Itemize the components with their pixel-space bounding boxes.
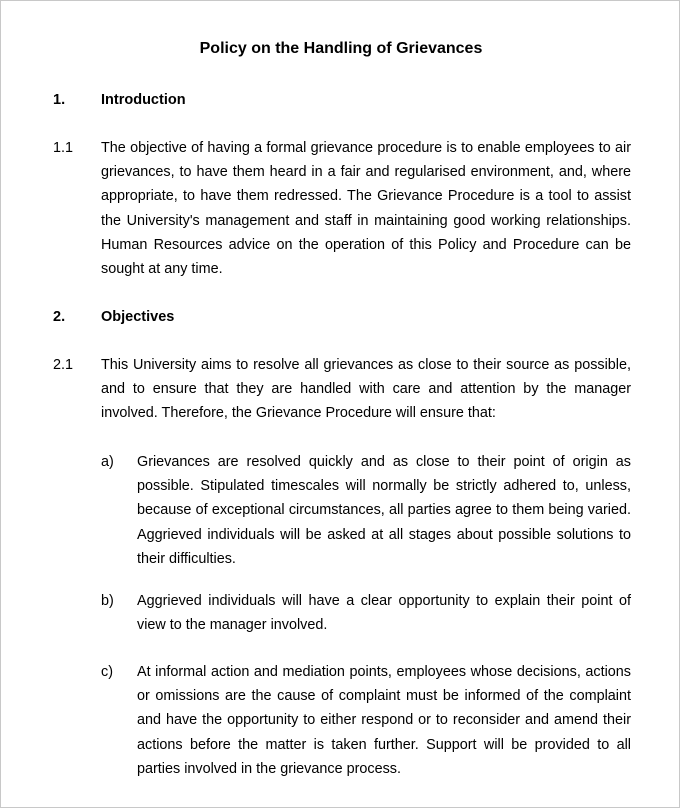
section-title: Objectives [101,309,175,325]
list-item-c [101,660,631,781]
paragraph-number: 2.1 [53,357,74,373]
section-number: 1. [53,92,66,108]
list-marker: a) [101,454,114,470]
paragraph-1-1 [53,136,631,281]
document-title: Policy on the Handling of Grievances [199,40,483,57]
paragraph-number: 1.1 [53,140,74,156]
list-item-b [101,589,631,637]
list-item-text: At informal action and mediation points, employees whose decisions, actions or omissions are the cause of complaint must be informed of the complaint and have the opportunity to either respond or to reconsider and amend their actions before the matter is taken further. Support will be provided to all parties involved in the grievance process. [137,664,631,777]
paragraph-2-1 [53,353,631,426]
list-item-text: Aggrieved individuals will have a clear opportunity to explain their point of view to the manager involved. [137,593,631,634]
paragraph-text: The objective of having a formal grievance procedure is to enable employees to air grievances, to have them heard in a fair and regularised environment, and, where appropriate, to have them redressed. The Grievance Procedure is a tool to assist the University's management and staff in maintaining good working relationships. Human Resources advice on the operation of this Policy and Procedure can be sought at any time. [101,140,631,278]
list-item-a [101,450,631,571]
list-marker: b) [101,593,114,609]
paragraph-text: This University aims to resolve all grievances as close to their source as possible, and to ensure that they are handled with care and attention by the manager involved. Therefore, the Grievance Procedure will ensure that: [101,357,631,422]
section-title: Introduction [101,92,186,108]
list-marker: c) [101,664,113,680]
section-number: 2. [53,309,66,325]
list-item-text: Grievances are resolved quickly and as close to their point of origin as possible. Stipulated timescales will normally be strictly adhered to, unless, because of exceptional circumstances, all parties agree to them being varied. Aggrieved individuals will be asked at all stages about possible solutions to their difficulties. [137,454,631,567]
